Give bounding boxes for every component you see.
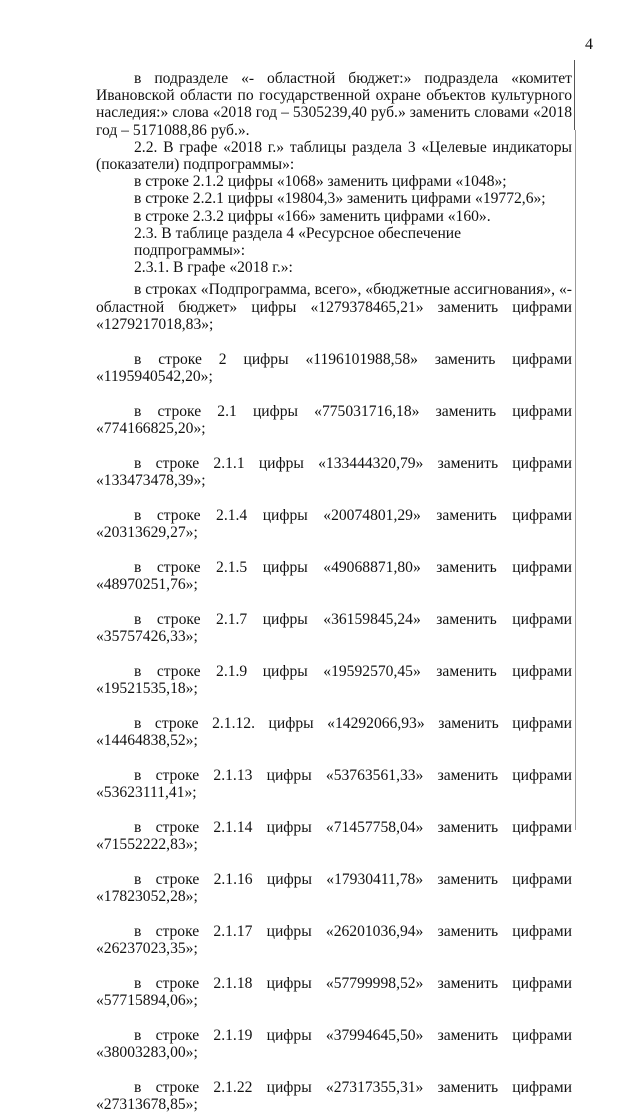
item-num: 2.1.9: [216, 662, 248, 680]
item-a: в: [134, 610, 142, 628]
item-d: цифрами: [512, 454, 572, 472]
list-item: [96, 767, 572, 801]
paragraph-1: в подразделе «- областной бюджет:» подраздела «комитет Ивановской области по государственной охране объектов культурного наследия:» слова «2018 год – 5305239,40 руб.» заменить словами «2018 год – 5171088,86 руб.».: [96, 70, 572, 139]
item-old: «57799998,52»: [325, 974, 424, 992]
item-num: 2.1.13: [213, 766, 253, 784]
item-old: «37994645,50»: [325, 1026, 424, 1044]
item-old: «53763561,33»: [325, 766, 424, 784]
item-new-value: «27313678,85»;: [96, 1095, 198, 1113]
item-new-value: «48970251,76»;: [96, 575, 198, 593]
item-a: в: [134, 350, 142, 368]
item-d: цифрами: [512, 922, 572, 940]
item-d: цифрами: [512, 1078, 572, 1096]
item-num: 2.1.7: [216, 610, 248, 628]
item-new-value: «133473478,39»;: [96, 471, 206, 489]
item-new-value: «57715894,06»;: [96, 991, 198, 1009]
item-verb: заменить: [437, 1026, 499, 1044]
item-verb: заменить: [437, 454, 499, 472]
line-1: в строке 2.1.2 цифры «1068» заменить цифрами «1048»;: [134, 173, 507, 191]
item-b: строке: [155, 974, 200, 992]
list-item: [96, 663, 572, 697]
item-old: «775031716,18»: [314, 402, 420, 420]
item-d: цифрами: [512, 1026, 572, 1044]
list-item: [96, 819, 572, 853]
document-body: [96, 70, 572, 1113]
item-new-value: «35757426,33»;: [96, 627, 198, 645]
item-verb: заменить: [437, 766, 499, 784]
item-old: «26201036,94»: [325, 922, 424, 940]
item-new-value: «26237023,35»;: [96, 939, 198, 957]
item-c: цифры: [266, 922, 312, 940]
line-3: в строке 2.3.2 цифры «166» заменить цифрами «160».: [134, 207, 491, 225]
item-old: «71457758,04»: [325, 818, 424, 836]
list-item: [96, 975, 572, 1009]
scan-mark: [575, 130, 576, 830]
item-new-value: «774166825,20»;: [96, 419, 206, 437]
item-num: 2.1.1: [213, 454, 245, 472]
item-a: в: [134, 922, 142, 940]
item-d: цифрами: [512, 974, 572, 992]
item-a: в: [134, 1026, 142, 1044]
list-item: [96, 403, 572, 437]
item-num: 2.1: [217, 402, 237, 420]
item-new-value: «53623111,41»;: [96, 783, 197, 801]
item-num: 2.1.14: [213, 818, 253, 836]
item-verb: заменить: [437, 974, 499, 992]
list-item: [96, 871, 572, 905]
item-verb: заменить: [437, 922, 499, 940]
item-d: цифрами: [512, 766, 572, 784]
line-4: 2.3. В таблице раздела 4 «Ресурсное обеспечение подпрограммы»:: [134, 224, 462, 260]
item-new-value: «19521535,18»;: [96, 679, 198, 697]
item-d: цифрами: [512, 506, 572, 524]
item-old: «36159845,24»: [323, 610, 421, 628]
item-new-value: «71552222,83»;: [96, 835, 198, 853]
item-num: 2.1.22: [213, 1078, 253, 1096]
item-num: 2.1.19: [213, 1026, 253, 1044]
item-b: строке: [155, 818, 200, 836]
list-item: [96, 507, 572, 541]
item-old: «17930411,78»: [326, 870, 424, 888]
item-num: 2.1.16: [213, 870, 253, 888]
item-num: 2: [218, 350, 227, 368]
item-num: 2.1.17: [213, 922, 253, 940]
item-b: строке: [156, 506, 201, 524]
item-num: 2.1.4: [216, 506, 248, 524]
item-old: «133444320,79»: [318, 454, 424, 472]
item-verb: заменить: [434, 350, 496, 368]
item-c: цифры: [262, 610, 308, 628]
item-d: цифрами: [512, 662, 572, 680]
item-c: цифры: [262, 558, 308, 576]
item-a: в: [134, 558, 142, 576]
item-a: в: [134, 454, 142, 472]
line-5: 2.3.1. В графе «2018 г.»:: [134, 259, 293, 277]
replacement-list: [96, 351, 572, 1113]
item-c: цифры: [243, 350, 289, 368]
item-new-value: «38003283,00»;: [96, 1043, 198, 1061]
item-verb: заменить: [436, 610, 497, 628]
item-c: цифры: [266, 766, 312, 784]
item-verb: заменить: [436, 558, 497, 576]
item-new-value: «14464838,52»;: [96, 731, 198, 749]
item-old: «49068871,80»: [323, 558, 421, 576]
item-verb: заменить: [437, 818, 499, 836]
page-number: 4: [585, 36, 593, 53]
item-old: «1196101988,58»: [305, 350, 418, 368]
list-item: [96, 455, 572, 489]
item-c: цифры: [266, 870, 312, 888]
item-num: 2.1.5: [216, 558, 248, 576]
item-new-value: «17823052,28»;: [96, 887, 198, 905]
item-old: «20074801,29»: [323, 506, 421, 524]
item-old: «14292066,93»: [327, 714, 425, 732]
item-c: цифры: [252, 402, 299, 420]
item-a: в: [134, 506, 142, 524]
item-c: цифры: [266, 818, 312, 836]
item-b: строке: [155, 870, 200, 888]
item-verb: заменить: [438, 714, 499, 732]
first-item: в строках «Подпрограмма, всего», «бюджетные ассигнования», «- областной бюджет» цифры «1279378465,21» заменить цифрами «1279217018,83»;: [96, 281, 572, 333]
item-b: строке: [157, 402, 202, 420]
item-b: строке: [156, 558, 201, 576]
item-a: в: [134, 974, 142, 992]
list-item: [96, 351, 572, 385]
list-item: [96, 1079, 572, 1113]
item-d: цифрами: [512, 350, 572, 368]
item-d: цифрами: [512, 818, 572, 836]
item-b: строке: [155, 766, 200, 784]
item-a: в: [134, 818, 142, 836]
item-c: цифры: [266, 974, 312, 992]
item-d: цифрами: [512, 402, 572, 420]
item-b: строке: [155, 922, 200, 940]
item-c: цифры: [262, 506, 308, 524]
item-c: цифры: [262, 662, 308, 680]
item-new-value: «1195940542,20»;: [96, 367, 213, 385]
line-2: в строке 2.2.1 цифры «19804,3» заменить цифрами «19772,6»;: [134, 190, 546, 208]
item-c: цифры: [266, 1078, 312, 1096]
item-d: цифрами: [512, 714, 572, 732]
item-b: строке: [158, 350, 202, 368]
item-c: цифры: [266, 1026, 312, 1044]
item-b: строке: [156, 610, 201, 628]
list-item: [96, 559, 572, 593]
item-b: строке: [156, 662, 201, 680]
item-a: в: [134, 662, 142, 680]
item-b: строке: [154, 714, 199, 732]
item-verb: заменить: [437, 870, 498, 888]
item-c: цифры: [258, 454, 304, 472]
item-a: в: [134, 1078, 142, 1096]
scan-mark: [574, 60, 575, 130]
item-old: «27317355,31»: [325, 1078, 424, 1096]
item-num: 2.1.18: [213, 974, 253, 992]
list-item: [96, 923, 572, 957]
item-d: цифрами: [512, 870, 572, 888]
list-item: [96, 1027, 572, 1061]
item-num: 2.1.12.: [212, 714, 255, 732]
list-item: [96, 611, 572, 645]
item-b: строке: [155, 1078, 200, 1096]
item-a: в: [134, 870, 142, 888]
list-item: [96, 715, 572, 749]
item-a: в: [134, 766, 142, 784]
item-verb: заменить: [437, 1078, 499, 1096]
item-new-value: «20313629,27»;: [96, 523, 198, 541]
item-d: цифрами: [512, 558, 572, 576]
paragraph-2: 2.2. В графе «2018 г.» таблицы раздела 3 «Целевые индикаторы (показатели) подпрограммы»:: [96, 138, 572, 174]
item-b: строке: [155, 1026, 200, 1044]
item-d: цифрами: [512, 610, 572, 628]
item-old: «19592570,45»: [323, 662, 421, 680]
item-verb: заменить: [435, 402, 497, 420]
item-b: строке: [155, 454, 200, 472]
item-a: в: [134, 402, 142, 420]
item-c: цифры: [268, 714, 314, 732]
item-a: в: [134, 714, 142, 732]
item-verb: заменить: [436, 506, 497, 524]
item-verb: заменить: [436, 662, 497, 680]
